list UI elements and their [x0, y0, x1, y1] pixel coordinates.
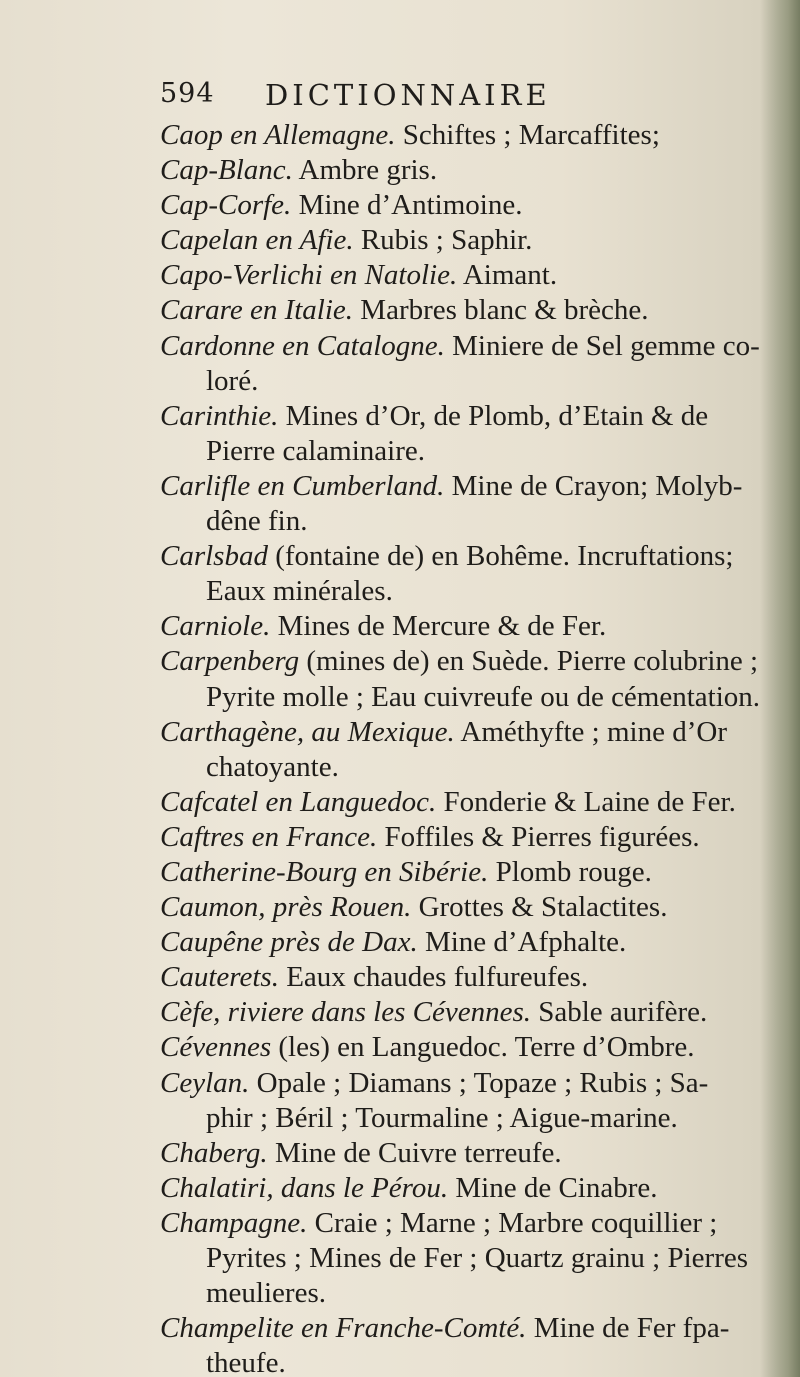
entry-text: Schiftes ; Marcaffites; [395, 119, 660, 151]
entry-line [160, 1136, 760, 1171]
entry-line [160, 820, 760, 855]
place-name: Champelite en Franche-Comté. [160, 1312, 527, 1345]
page-edge-shadow [760, 0, 800, 1377]
page-header [160, 78, 720, 122]
entry-continuation-line [160, 574, 760, 609]
entry-text: (fontaine de) en Bohême. Incruftations; [267, 540, 734, 573]
place-name: Capelan en Afie. [160, 224, 354, 257]
entry-text: Mine de Crayon; Molyb- [444, 469, 743, 502]
place-name: Caupêne près de Dax. [160, 926, 418, 959]
place-name: Cèfe, riviere dans les Cévennes. [160, 996, 531, 1029]
entry-text: Plomb rouge. [488, 855, 652, 888]
entry-line [160, 890, 760, 925]
place-name: Carinthie. [160, 399, 279, 432]
entry-text: dêne fin. [206, 505, 308, 538]
entry-line [160, 1171, 760, 1206]
place-name: Carlsbad [160, 540, 268, 573]
entry-line [160, 1311, 760, 1346]
entry-line [160, 188, 760, 223]
place-name: Carare en Italie. [160, 294, 354, 327]
entry-continuation-line [160, 504, 760, 539]
entry-text: Rubis ; Saphir. [353, 224, 533, 257]
entry-text: Mine de Cuivre terreufe. [267, 1136, 562, 1169]
entry-text: Fonderie & Laine de Fer. [436, 785, 736, 818]
entry-continuation-line [160, 1346, 760, 1377]
entry-text: Ambre gris. [292, 154, 438, 187]
entry-continuation-line [160, 434, 760, 469]
entry-line [160, 1030, 760, 1065]
place-name: Capo-Verlichi en Natolie. [160, 259, 458, 292]
entry-text: Foffiles & Pierres figurées. [377, 820, 700, 853]
entry-text: Mine de Cinabre. [448, 1171, 658, 1204]
place-name: Chaberg. [160, 1136, 268, 1169]
entry-text: Grottes & Stalactites. [411, 891, 668, 924]
entry-text: loré. [206, 364, 259, 397]
entry-text: Mine de Fer fpa- [526, 1312, 730, 1345]
page-number: 594 [160, 78, 215, 109]
place-name: Chalatiri, dans le Pérou. [160, 1171, 449, 1204]
entry-line [160, 855, 760, 890]
place-name: Carthagène, au Mexique. [160, 715, 455, 748]
entry-continuation-line [160, 1101, 760, 1136]
entry-continuation-line [160, 1276, 760, 1311]
place-name: Caftres en France. [160, 820, 378, 853]
entry-text: Eaux minérales. [206, 575, 393, 608]
entry-line [160, 925, 760, 960]
entry-text: chatoyante. [206, 750, 339, 783]
place-name: Ceylan. [160, 1066, 250, 1099]
entry-text: Mine d’Afphalte. [417, 926, 627, 959]
place-name: Champagne. [160, 1206, 308, 1239]
place-name: Cauterets. [160, 961, 279, 994]
place-name: Carpenberg [160, 645, 300, 678]
entry-text: Miniere de Sel gemme co- [444, 329, 760, 362]
entry-text: Eaux chaudes fulfureufes. [278, 961, 589, 994]
dictionary-entries [160, 118, 760, 1377]
entry-text: phir ; Béril ; Tourmaline ; Aigue-marine. [206, 1101, 678, 1134]
entry-text: Aimant. [457, 259, 558, 292]
place-name: Catherine-Bourg en Sibérie. [160, 855, 489, 888]
entry-line [160, 609, 760, 644]
entry-continuation-line [160, 750, 760, 785]
entry-line [160, 539, 760, 574]
place-name: Caumon, près Rouen. [160, 891, 412, 924]
place-name: Caop en Allemagne. [160, 119, 396, 151]
place-name: Cap-Corfe. [160, 189, 292, 222]
place-name: Carlifle en Cumberland. [160, 469, 445, 502]
entry-text: Craie ; Marne ; Marbre coquillier ; [307, 1206, 718, 1239]
entry-line [160, 293, 760, 328]
entry-line [160, 469, 760, 504]
entry-line [160, 644, 760, 679]
entry-line [160, 995, 760, 1030]
entry-line [160, 785, 760, 820]
entry-line [160, 715, 760, 750]
entry-text: meulieres. [206, 1277, 326, 1310]
entry-text: Pyrites ; Mines de Fer ; Quartz grainu ; Pierres [206, 1242, 749, 1274]
entry-text: Opale ; Diamans ; Topaze ; Rubis ; Sa- [249, 1066, 709, 1099]
place-name: Cap-Blanc. [160, 154, 293, 187]
entry-line [160, 223, 760, 258]
entry-text: Mine d’Antimoine. [291, 189, 523, 222]
entry-line [160, 1066, 760, 1101]
entry-line [160, 153, 760, 188]
entry-text: Pierre calaminaire. [206, 434, 425, 467]
entry-text: Sable aurifère. [530, 996, 708, 1029]
place-name: Carniole. [160, 610, 271, 643]
entry-continuation-line [160, 364, 760, 399]
entry-line [160, 118, 760, 153]
entry-line [160, 329, 760, 364]
entry-text: Marbres blanc & brèche. [353, 294, 649, 327]
place-name: Cardonne en Catalogne. [160, 329, 445, 362]
entry-text: Améthyfte ; mine d’Or [454, 715, 727, 748]
entry-continuation-line [160, 680, 760, 715]
place-name: Cafcatel en Languedoc. [160, 785, 437, 818]
entry-text: (les) en Languedoc. Terre d’Ombre. [271, 1031, 695, 1064]
entry-text: Mines d’Or, de Plomb, d’Etain & de [278, 399, 709, 432]
entry-continuation-line [160, 1241, 760, 1276]
entry-line [160, 1206, 760, 1241]
entry-line [160, 399, 760, 434]
entry-line [160, 258, 760, 293]
entry-text: theufe. [206, 1347, 286, 1377]
place-name: Cévennes [160, 1031, 272, 1064]
entry-text: (mines de) en Suède. Pierre colubrine ; [299, 645, 759, 678]
entry-text: Mines de Mercure & de Fer. [270, 610, 607, 643]
entry-text: Pyrite molle ; Eau cuivreufe ou de cémentation. [206, 680, 761, 713]
entry-line [160, 960, 760, 995]
running-title: DICTIONNAIRE [265, 78, 551, 112]
